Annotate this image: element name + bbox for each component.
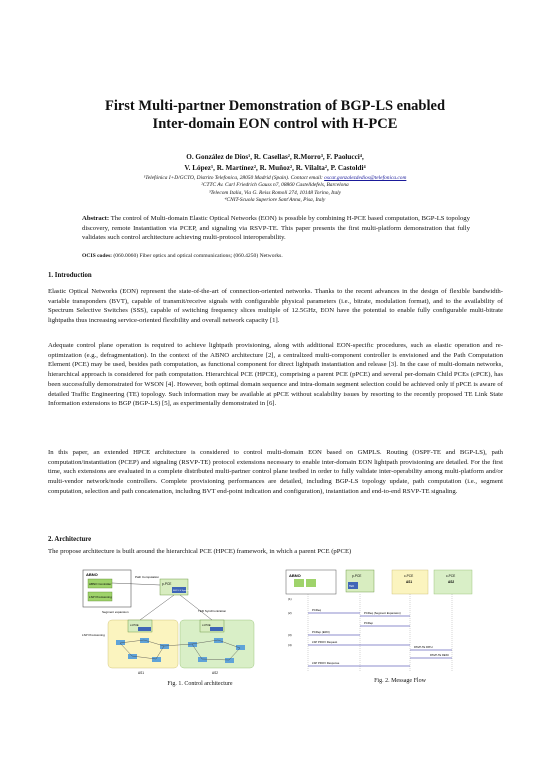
fig1-cpce-as2: c-PCE (202, 623, 211, 627)
fig2-cpce-as2: c-PCE (446, 574, 456, 578)
figure-2-message-flow (284, 568, 474, 674)
authors-line-2: V. López¹, R. Martínez², R. Muñoz², R. Vilalta², P. Castoldi⁴ (184, 164, 366, 172)
fig1-segment-expansion: Segment expansion (102, 610, 129, 614)
fig2-step3: (3) (288, 633, 292, 637)
architecture-paragraph-1: The propose architecture is built around the hierarchical PCE (HPCE) framework, in which a parent PCE (pPCE) (48, 548, 352, 555)
node-as2-3 (236, 645, 245, 650)
node-as2-4 (198, 657, 207, 662)
ocis-text: (060.0060) Fiber optics and optical communications; (060.4250) Networks. (112, 253, 283, 259)
fig2-pcrep-ero: PCRep (ERO) (312, 630, 330, 634)
affiliation-3: ³Telecom Italia, Via G. Reiss Romoli 274, 10148 Torino, Italy (208, 189, 342, 196)
figure-1-diagram (80, 568, 260, 676)
fig2-pcreq: PCReq (312, 608, 322, 612)
affiliation-1-text: ¹Telefónica I+D/GCTO, Distrito Telefonica, 28050 Madrid (Spain). Contact email: (143, 175, 325, 181)
fig1-cpce-as1: c-PCE (130, 623, 139, 627)
fig1-path-computation: Path Computation (135, 575, 160, 579)
fig1-bgp-speaker-top: BGP-LS Speaker (173, 590, 190, 592)
ppce-to-cpce1-link (140, 595, 174, 620)
fig2-ted: TED (349, 585, 354, 588)
intro-paragraph-2: Adequate control plane operation is required to achieve lightpath provisioning, along with additional EON-specific procedures, such as elastic operation and re-optimization (e.g., defragmentation). In the context of the ABNO architecture [2], a centralized multi-component controller is envisioned and the Path Computation Element (PCE) may be used, besides path computation, as functional component for direct lightpath instantiation and release [3]. In the case of multi-domain networks, hierarchical approach is considered for path computation. Hierarchical PCE (HPCE), comprising a parent PCE (pPCE) and several per-domain Child PCEs (cPCE), has been successfully demonstrated for WSON [4]. However, both optimal domain sequence and intra-domain segment selection could be achieved only if pPCE is aware of detailed Traffic Engineering (TE) topology. Such information may be available at pPCE without scalability issues by resorting to the recently proposed TE Link State Information extensions to BGP (BGP-LS) [5], as experimentally demonstrated in [6]. (48, 342, 503, 408)
fig2-rsvp-path: RSVP-TE PATH (414, 646, 433, 649)
fig2-ppce: p-PCE (352, 574, 362, 578)
ocis-label: OCIS codes: (82, 253, 112, 259)
title-line-1: First Multi-partner Demonstration of BGP-LS enabled (104, 98, 446, 114)
node-as2-5 (225, 658, 234, 663)
fig1-lsp-provisioning: LSP Provisioning (82, 633, 105, 637)
figure-1-control-architecture (80, 568, 260, 676)
fig2-cpce-as1: c-PCE (404, 574, 414, 578)
figure-2-diagram (284, 568, 474, 674)
affiliation-4: ⁴CNIT-Scuola Superiore Sant'Anna, Pisa, Italy (224, 197, 326, 204)
fig2-rsvp-resv: RSVP-TE RESV (430, 654, 450, 657)
fig1-ted-sync: TED Synchronization (198, 609, 227, 613)
abstract-label: Abstract: (82, 215, 110, 222)
node-as1-3 (160, 644, 169, 649)
fig2-as1: AS1 (406, 580, 413, 584)
fig1-as1-label: AS1 (138, 671, 145, 675)
fig1-ppce: p-PCE (162, 582, 172, 586)
authors-line-1: O. González de Dios¹, R. Casellas², R.Morro³, F. Paolucci⁴, (186, 153, 364, 161)
intro-paragraph-3: In this paper, an extended HPCE architecture is considered to control multi-domain EON based on GMPLS. Routing (OSPF-TE and BGP-LS), path computation/instantiation (PCEP) and signaling (RSVP-TE) protocol extensions necessary to enable inter-domain EON lightpath provisioning are detailed. For the first time, such extensions are evaluated in a complete distributed multi-partner control plane testbed in order to fully validate inter-operability among multi-platform and/or multi-vendor network/node controllers. Complete provisioning performances are detailed, including BGP-LS topology update, path computation (i.e., segment computation, selection and path concatenation, including BVT end-point indication and configuration), instantiation and end-to-end RSVP-TE signaling. (48, 449, 503, 495)
ocis-codes (82, 252, 470, 260)
section-heading-architecture: 2. Architecture (48, 536, 92, 543)
abstract-text: The control of Multi-domain Elastic Optical Networks (EON) is possible by combining H-PCE based computation, BGP-LS topology discovery, remote Instantiation via PCEP, and signaling via RSVP-TE. This paper presents the first multi-platform demonstration that fully validates such control architecture achieving multi-protocol interoperability. (82, 215, 470, 242)
fig2-abno-module-1 (294, 579, 304, 587)
title-line-2: Inter-domain EON control with H-PCE (152, 116, 398, 132)
fig1-as2-label: AS2 (212, 671, 219, 675)
fig1-abno-controller: ABNO Controller (89, 582, 112, 586)
fig2-lsp-prov-req: LSP PROV Request (312, 640, 338, 644)
bgp-speaker-box-as2 (210, 627, 223, 631)
affiliations (40, 175, 510, 205)
fig2-as2: AS2 (448, 580, 455, 584)
affiliation-2: ²CTTC Av. Carl Friedrich Gauss n7, 08860 Castelldefels, Barcelona (201, 182, 349, 189)
abstract (82, 214, 470, 243)
fig2-step2: (2) (288, 611, 292, 615)
paper-title (40, 97, 510, 133)
figure-2-caption: Fig. 2. Message Flow (374, 678, 426, 684)
fig2-step4: (4) (288, 643, 292, 647)
intro-paragraph-1: Elastic Optical Networks (EON) represent the state-of-the-art of connection-oriented networks. Thanks to the recent advances in the design of flexible bandwidth-variable transponders (BVT), capable of transmit/receive signals with configurable physical parameters (i.e., bitrate, modulation format), and to the availability of Spectrum Selective Switches (SSS), capable of switching frequency slices multiple of 12.5GHz, EON have the potential to enable fully configurable multi-bitrate lightpaths thus increasing service-oriented flexibility and overall network capacity [1]. (48, 288, 503, 325)
fig2-abno: ABNO (289, 573, 301, 578)
fig1-abno-label: ABNO (86, 572, 98, 577)
fig2-lsp-prov-resp: LSP PROV Response (312, 661, 340, 665)
fig2-pcreq-seg: PCReq (Segment Expansion) (364, 611, 401, 615)
author-list (40, 152, 510, 174)
fig2-abno-module-2 (306, 579, 316, 587)
figure-1-caption: Fig. 1. Control architecture (167, 681, 233, 687)
section-heading-introduction: 1. Introduction (48, 272, 92, 279)
fig2-step1: (1) (288, 597, 292, 601)
fig2-pcrep: PCRep (364, 621, 374, 625)
ppce-to-cpce2-link (180, 595, 212, 620)
fig1-lsp-provisioning-box: LSP Provisioning (89, 595, 112, 599)
node-as1-5 (152, 657, 161, 662)
bgp-speaker-box-as1 (138, 627, 151, 631)
contact-email-link[interactable]: oscar.gonzalezdedios@telefonica.com (324, 175, 407, 181)
